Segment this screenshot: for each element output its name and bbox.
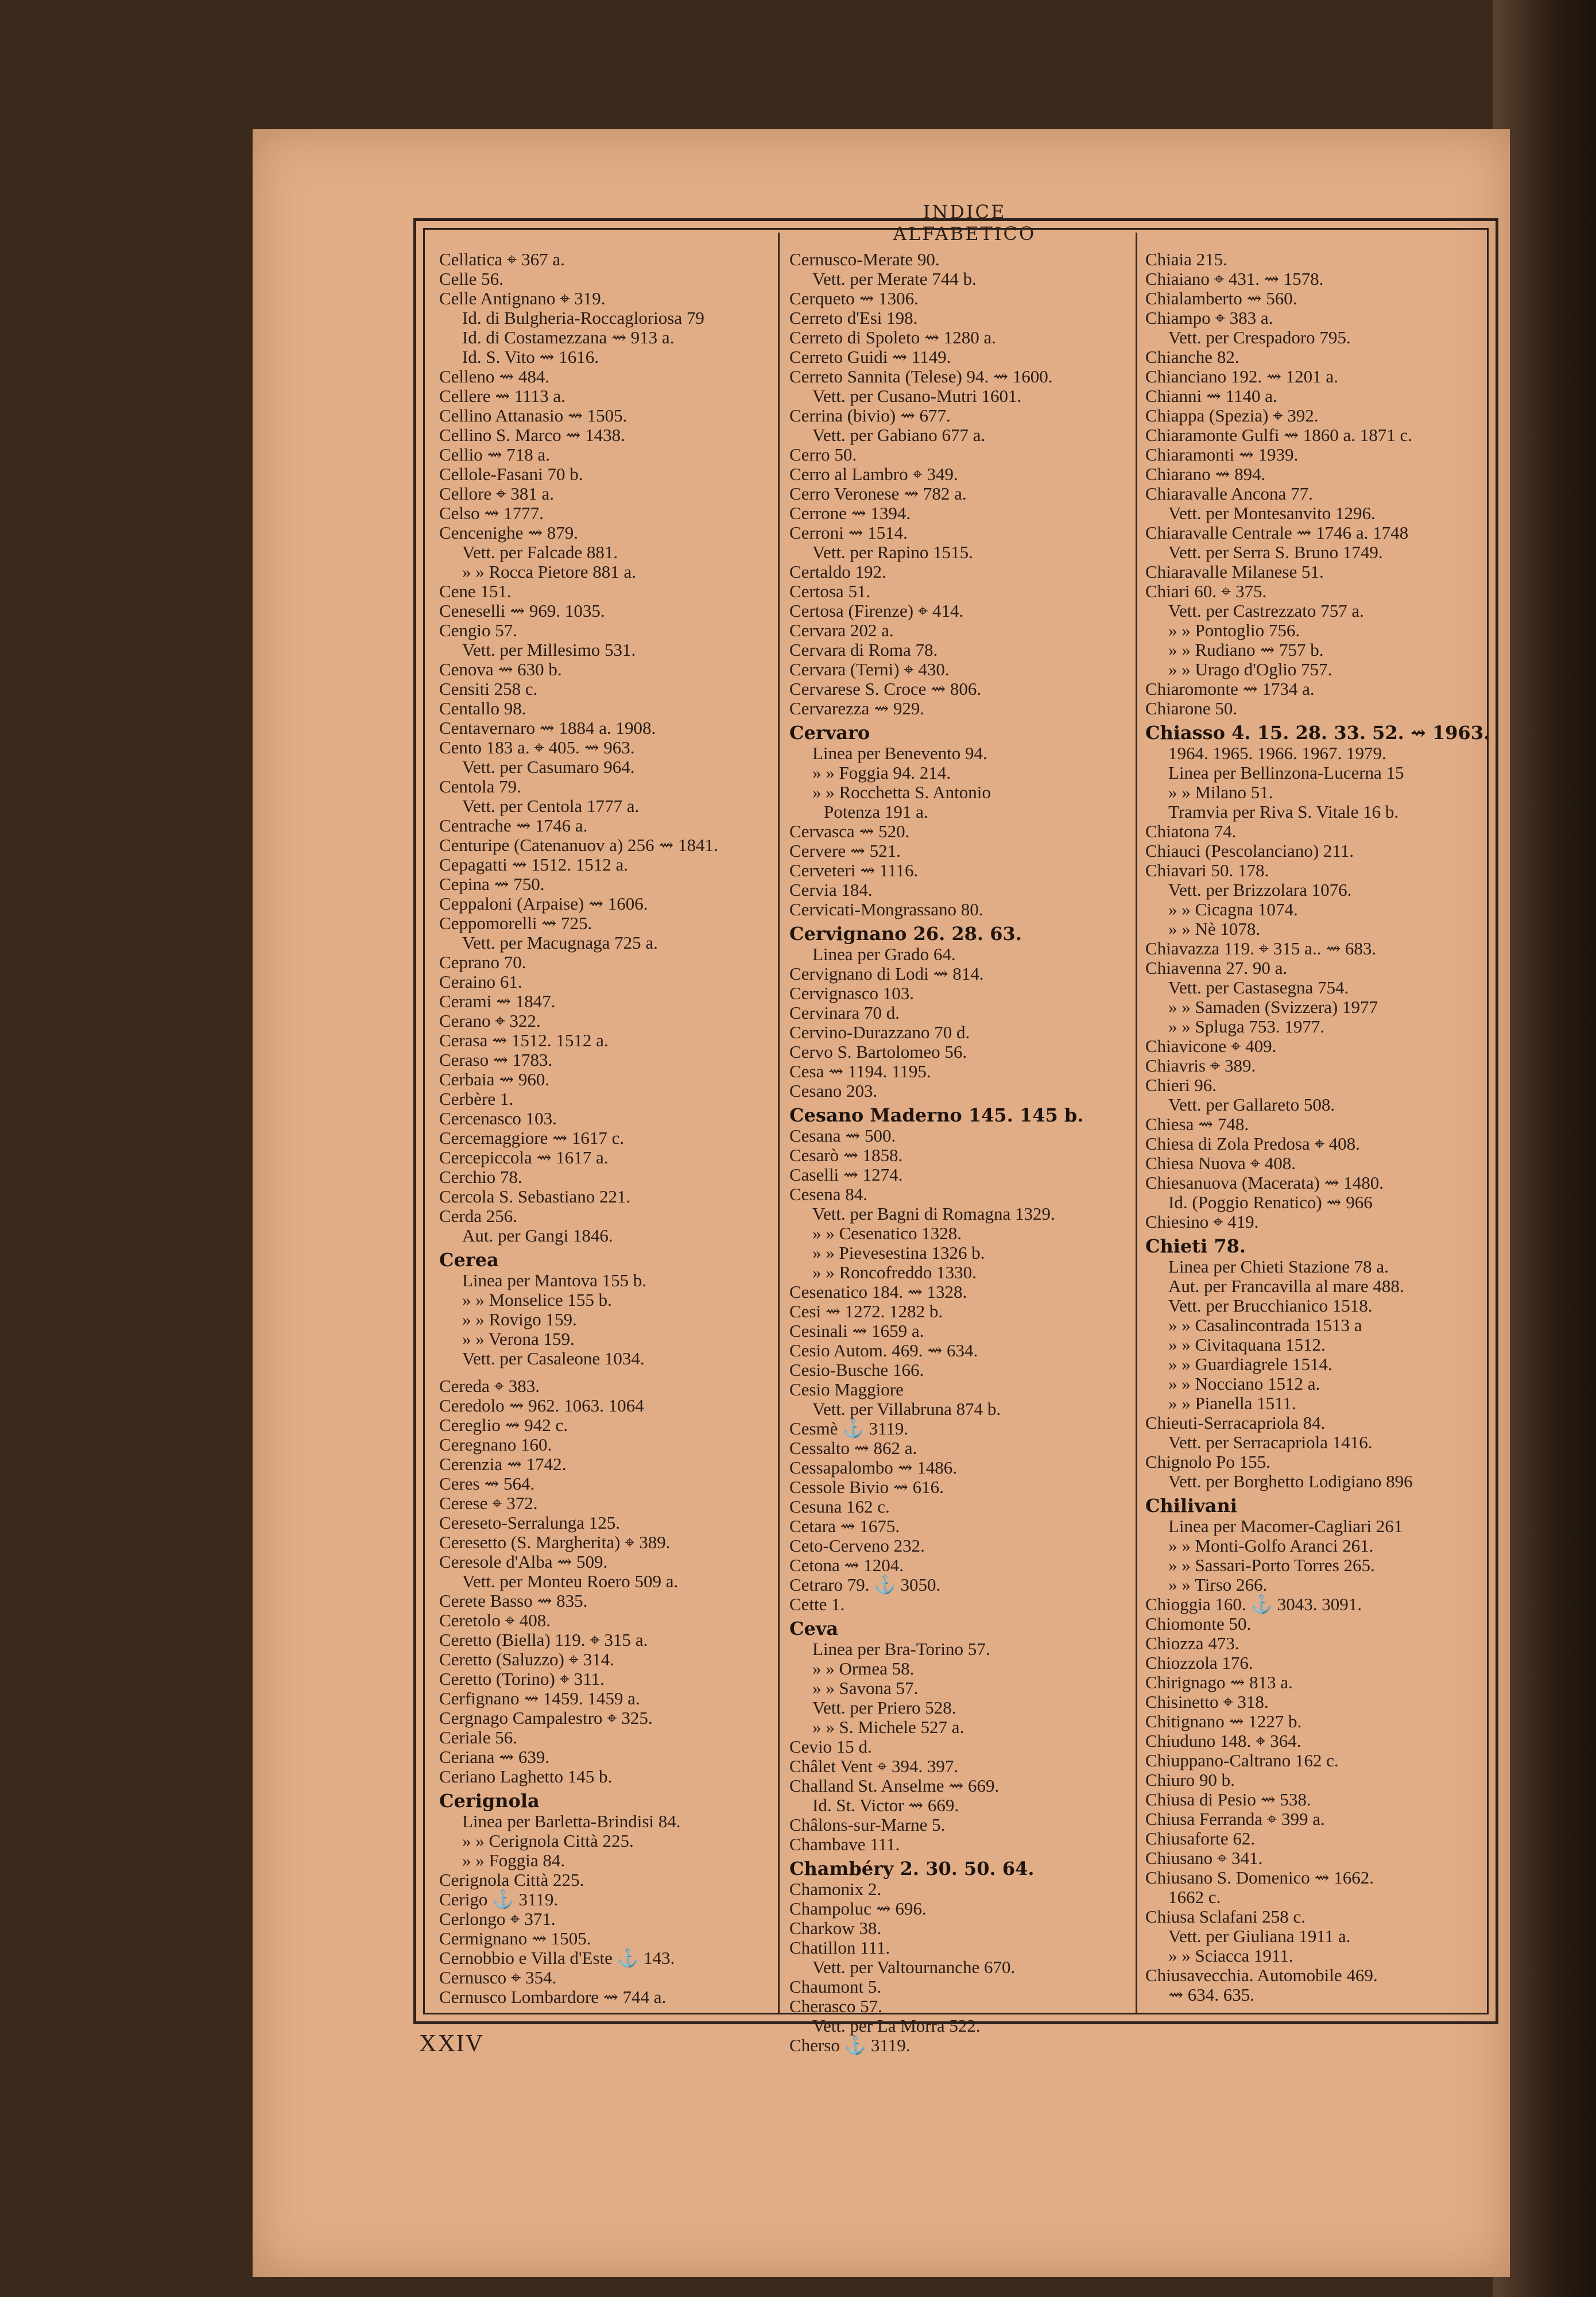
index-entry: Cervara di Roma 78. (789, 640, 938, 660)
index-entry: » » Foggia 84. (462, 1850, 565, 1870)
index-entry: Vett. per Bagni di Romagna 1329. (812, 1204, 1055, 1224)
index-entry: » » Savona 57. (812, 1678, 919, 1698)
index-entry: Cherso ⚓ 3119. (789, 2035, 911, 2055)
index-entry: Cervignano di Lodi ⇝ 814. (789, 964, 984, 984)
index-entry: Chiaromonte ⇝ 1734 a. (1145, 679, 1315, 699)
index-entry: Cerbaia ⇝ 960. (439, 1069, 550, 1089)
index-entry: Cercemaggiore ⇝ 1617 c. (439, 1128, 625, 1148)
index-entry: Chiozza 473. (1145, 1633, 1239, 1653)
index-entry: Cerfignano ⇝ 1459. 1459 a. (439, 1688, 640, 1708)
index-entry: Ceresetto (S. Margherita) ⌖ 389. (439, 1532, 671, 1552)
index-entry: Cerami ⇝ 1847. (439, 991, 556, 1011)
index-entry: Chiarone 50. (1145, 698, 1238, 718)
index-entry: Cellio ⇝ 718 a. (439, 444, 551, 465)
index-entry: Vett. per Serracapriola 1416. (1168, 1432, 1373, 1452)
index-entry: Cervo S. Bartolomeo 56. (789, 1042, 967, 1062)
index-entry: Cernusco ⌖ 354. (439, 1967, 557, 1987)
index-entry: Cesano 203. (789, 1081, 878, 1101)
page-header: INDICE ALFABETICO (893, 201, 1036, 245)
index-entry: Châlet Vent ⌖ 394. 397. (789, 1756, 959, 1776)
index-entry: Cesena 84. (789, 1184, 868, 1204)
index-entry: Chiozzola 176. (1145, 1653, 1253, 1673)
index-entry: Cerveteri ⇝ 1116. (789, 860, 919, 880)
index-entry: Id. St. Victor ⇝ 669. (812, 1795, 959, 1815)
index-entry: Charkow 38. (789, 1918, 882, 1938)
index-entry: Chianciano 192. ⇝ 1201 a. (1145, 366, 1338, 386)
index-entry: Chialamberto ⇝ 560. (1145, 288, 1297, 308)
index-entry: Ceraino 61. (439, 972, 522, 992)
spacer (439, 1368, 766, 1376)
index-entry: Cercepiccola ⇝ 1617 a. (439, 1147, 609, 1167)
index-entry: » » Tirso 266. (1168, 1575, 1268, 1595)
index-entry: Cesmè ⚓ 3119. (789, 1418, 909, 1438)
index-entry: Linea per Benevento 94. (812, 743, 987, 763)
index-entry: Cesio Maggiore (789, 1379, 904, 1399)
index-entry: Vett. per La Morra 522. (812, 2016, 981, 2036)
index-entry: Chieuti-Serracapriola 84. (1145, 1413, 1326, 1433)
index-entry: Cetara ⇝ 1675. (789, 1516, 900, 1536)
index-entry: Centavernaro ⇝ 1884 a. 1908. (439, 718, 656, 738)
index-entry: Cerroni ⇝ 1514. (789, 523, 908, 543)
index-entry: Chamonix 2. (789, 1879, 882, 1899)
index-entry: Linea per Bellinzona-Lucerna 15 (1168, 763, 1404, 783)
index-entry: » » Nè 1078. (1168, 919, 1261, 939)
index-entry: Chianni ⇝ 1140 a. (1145, 386, 1277, 406)
index-entry: Chiuro 90 b. (1145, 1770, 1235, 1790)
index-entry: Id. (Poggio Renatico) ⇝ 966 (1168, 1192, 1373, 1212)
index-entry: Ceraso ⇝ 1783. (439, 1050, 553, 1070)
index-entry: Chiuduno 148. ⌖ 364. (1145, 1731, 1301, 1751)
index-entry: Chiomonte 50. (1145, 1614, 1252, 1634)
index-entry: Cellole-Fasani 70 b. (439, 464, 583, 484)
index-column-2 (789, 249, 1134, 2055)
index-entry: Cellore ⌖ 381 a. (439, 484, 554, 504)
index-entry: Cesuna 162 c. (789, 1496, 890, 1517)
index-entry: Cermignano ⇝ 1505. (439, 1928, 591, 1948)
index-entry: Ceppaloni (Arpaise) ⇝ 1606. (439, 894, 648, 914)
index-entry: Chitignano ⇝ 1227 b. (1145, 1711, 1302, 1731)
index-entry: Chiaravalle Centrale ⇝ 1746 a. 1748 (1145, 523, 1409, 543)
index-entry: Potenza 191 a. (824, 802, 928, 822)
index-entry: Cervere ⇝ 521. (789, 841, 901, 861)
index-entry: Ceretto (Biella) 119. ⌖ 315 a. (439, 1630, 648, 1650)
index-entry: Cessole Bivio ⇝ 616. (789, 1477, 944, 1497)
index-entry: Vett. per Millesimo 531. (462, 640, 636, 660)
index-entry: Cette 1. (789, 1594, 845, 1614)
index-entry: Cervia 184. (789, 880, 873, 900)
column-divider-2 (1136, 233, 1137, 2013)
index-entry: Chiaravalle Ancona 77. (1145, 484, 1313, 504)
index-entry: Chiesino ⌖ 419. (1145, 1212, 1259, 1232)
index-entry: Ceto-Cerveno 232. (789, 1536, 925, 1556)
index-entry: Cherasco 57. (789, 1996, 882, 2016)
index-entry: Certosa 51. (789, 581, 871, 601)
index-entry: » » Cerignola Città 225. (462, 1831, 634, 1851)
index-entry: Chiesa di Zola Predosa ⌖ 408. (1145, 1134, 1360, 1154)
index-entry: Cesi ⇝ 1272. 1282 b. (789, 1301, 943, 1321)
index-entry: Cesarò ⇝ 1858. (789, 1145, 903, 1165)
index-entry: » » Pievesestina 1326 b. (812, 1243, 985, 1263)
index-entry: Cellatica ⌖ 367 a. (439, 249, 565, 269)
index-entry: Aut. per Gangi 1846. (462, 1225, 613, 1246)
index-entry: Cepina ⇝ 750. (439, 874, 545, 894)
index-entry: Aut. per Francavilla al mare 488. (1168, 1276, 1404, 1296)
index-entry: Cernobbio e Villa d'Este ⚓ 143. (439, 1948, 675, 1968)
index-entry: Linea per Mantova 155 b. (462, 1270, 647, 1290)
index-entry: » » Ormea 58. (812, 1658, 915, 1679)
index-entry: Cerrina (bivio) ⇝ 677. (789, 405, 951, 426)
index-entry: Chiuppano-Caltrano 162 c. (1145, 1750, 1339, 1770)
index-entry: Cerete Basso ⇝ 835. (439, 1591, 588, 1611)
index-entry: Chiavenna 27. 90 a. (1145, 958, 1288, 978)
index-entry: Vett. per Monteu Roero 509 a. (462, 1571, 679, 1591)
index-entry: Cessapalombo ⇝ 1486. (789, 1457, 958, 1478)
index-heading: Cesano Maderno 145. 145 b. (789, 1104, 1084, 1126)
index-entry: Cerese ⌖ 372. (439, 1493, 538, 1513)
index-entry: Ceresole d'Alba ⇝ 509. (439, 1552, 608, 1572)
index-heading: Ceva (789, 1618, 839, 1639)
index-entry: » » Verona 159. (462, 1329, 575, 1349)
index-heading: Chieti 78. (1145, 1235, 1246, 1257)
index-entry: Id. S. Vito ⇝ 1616. (462, 347, 599, 367)
index-entry: Cercola S. Sebastiano 221. (439, 1186, 631, 1206)
index-entry: Cereglio ⇝ 942 c. (439, 1415, 568, 1435)
index-entry: » » Urago d'Oglio 757. (1168, 659, 1332, 679)
index-entry: » » Milano 51. (1168, 782, 1273, 802)
index-entry: Cesenatico 184. ⇝ 1328. (789, 1282, 967, 1302)
index-entry: Celle 56. (439, 269, 503, 289)
index-entry: Centrache ⇝ 1746 a. (439, 815, 588, 836)
index-entry: Cellere ⇝ 1113 a. (439, 386, 565, 406)
index-entry: » » Rudiano ⇝ 757 b. (1168, 640, 1324, 660)
index-entry: Chignolo Po 155. (1145, 1452, 1270, 1472)
index-entry: Champoluc ⇝ 696. (789, 1898, 927, 1919)
index-entry: Chiavazza 119. ⌖ 315 a.. ⇝ 683. (1145, 938, 1377, 958)
index-entry: Vett. per Castasegna 754. (1168, 977, 1349, 997)
index-entry: Chiatona 74. (1145, 821, 1237, 841)
index-entry: Cerrone ⇝ 1394. (789, 503, 911, 523)
index-entry: Chiesanuova (Macerata) ⇝ 1480. (1145, 1173, 1384, 1193)
index-entry: Cerreto d'Esi 198. (789, 308, 918, 328)
index-entry: Chiesa Nuova ⌖ 408. (1145, 1153, 1296, 1173)
page-number: XXIV (419, 2031, 484, 2057)
index-entry: » » Monselice 155 b. (462, 1290, 612, 1310)
index-entry: » » Pontoglio 756. (1168, 620, 1300, 640)
index-entry: Cerreto Guidi ⇝ 1149. (789, 347, 951, 367)
index-entry: » » Cicagna 1074. (1168, 899, 1298, 919)
index-entry: Vett. per Macugnaga 725 a. (462, 933, 658, 953)
index-entry: Cerda 256. (439, 1206, 518, 1226)
index-entry: Ceregnano 160. (439, 1434, 552, 1455)
index-entry: Cerbère 1. (439, 1089, 514, 1109)
index-entry: Chiavris ⌖ 389. (1145, 1055, 1256, 1076)
index-entry: Chiarano ⇝ 894. (1145, 464, 1266, 484)
index-entry: Chiesa ⇝ 748. (1145, 1114, 1249, 1134)
index-entry: » » Cesenatico 1328. (812, 1223, 962, 1243)
index-entry: Cerlongo ⌖ 371. (439, 1909, 556, 1929)
index-entry: » » Nocciano 1512 a. (1168, 1374, 1320, 1394)
index-entry: Chianche 82. (1145, 347, 1239, 367)
index-entry: Chiusano ⌖ 341. (1145, 1848, 1263, 1868)
index-entry: » » Spluga 753. 1977. (1168, 1016, 1325, 1037)
index-entry: Cesio-Busche 166. (789, 1360, 924, 1380)
index-entry: Vett. per Crespadoro 795. (1168, 327, 1351, 347)
index-column-1 (439, 250, 766, 2013)
index-entry: » » Roncofreddo 1330. (812, 1262, 977, 1282)
index-entry: Linea per Grado 64. (812, 944, 956, 964)
index-entry: » » Rovigo 159. (462, 1309, 577, 1329)
index-entry: Ceretto (Saluzzo) ⌖ 314. (439, 1649, 614, 1669)
index-entry: » » Civitaquana 1512. (1168, 1335, 1326, 1355)
index-entry: » » Rocca Pietore 881 a. (462, 562, 637, 582)
index-entry: Ceneselli ⇝ 969. 1035. (439, 601, 605, 621)
index-entry: » » Sassari-Porto Torres 265. (1168, 1555, 1375, 1575)
index-entry: Vett. per Gallareto 508. (1168, 1095, 1335, 1115)
index-entry: Vett. per Casaleone 1034. (462, 1348, 645, 1368)
index-entry: Cengio 57. (439, 620, 518, 640)
index-entry: Vett. per Villabruna 874 b. (812, 1399, 1001, 1419)
index-entry: Cetraro 79. ⚓ 3050. (789, 1575, 941, 1595)
index-entry: Chiaia 215. (1145, 249, 1227, 269)
index-entry: Linea per Bra-Torino 57. (812, 1639, 990, 1659)
index-entry: Chiusaforte 62. (1145, 1828, 1256, 1849)
index-entry: Chiusa di Pesio ⇝ 538. (1145, 1789, 1311, 1809)
index-entry: Vett. per Borghetto Lodigiano 896 (1168, 1471, 1413, 1491)
index-entry: 1964. 1965. 1966. 1967. 1979. (1168, 743, 1386, 763)
index-entry: Ceredolo ⇝ 962. 1063. 1064 (439, 1395, 644, 1416)
index-entry: » » S. Michele 527 a. (812, 1717, 964, 1737)
index-entry: Cerreto Sannita (Telese) 94. ⇝ 1600. (789, 366, 1053, 386)
index-entry: » » Guardiagrele 1514. (1168, 1354, 1332, 1374)
index-entry: Cervinara 70 d. (789, 1003, 900, 1023)
index-entry: Challand St. Anselme ⇝ 669. (789, 1776, 1000, 1796)
index-entry: Celleno ⇝ 484. (439, 366, 550, 386)
index-entry: Cene 151. (439, 581, 512, 601)
index-entry: Cerro Veronese ⇝ 782 a. (789, 484, 967, 504)
index-entry: Vett. per Giuliana 1911 a. (1168, 1926, 1351, 1946)
index-entry: Cellino S. Marco ⇝ 1438. (439, 425, 625, 445)
index-entry: Chiaiano ⌖ 431. ⇝ 1578. (1145, 269, 1324, 289)
index-entry: Cervino-Durazzano 70 d. (789, 1022, 970, 1042)
index-entry: Cervarese S. Croce ⇝ 806. (789, 679, 982, 699)
index-entry: Cerignola Città 225. (439, 1870, 584, 1890)
index-entry: Cervarezza ⇝ 929. (789, 698, 925, 718)
index-entry: Cervasca ⇝ 520. (789, 821, 910, 841)
index-entry: Cernusco Lombardore ⇝ 744 a. (439, 1987, 667, 2007)
index-entry: » » Casalincontrada 1513 a (1168, 1315, 1362, 1335)
index-entry: Linea per Macomer-Cagliari 261 (1168, 1516, 1403, 1536)
index-entry: Linea per Chieti Stazione 78 a. (1168, 1256, 1389, 1277)
index-entry: Ceriale 56. (439, 1727, 518, 1747)
index-entry: Cerenzia ⇝ 1742. (439, 1454, 567, 1474)
index-heading: Cervignano 26. 28. 63. (789, 923, 1022, 945)
index-entry: Cervara (Terni) ⌖ 430. (789, 659, 950, 679)
index-entry: Cenova ⇝ 630 b. (439, 659, 562, 679)
index-entry: Cerreto di Spoleto ⇝ 1280 a. (789, 327, 997, 347)
index-entry: Chiusa Sclafani 258 c. (1145, 1907, 1306, 1927)
index-entry: Cerchio 78. (439, 1167, 522, 1187)
index-entry: Ceriano Laghetto 145 b. (439, 1766, 613, 1786)
index-entry: Centuripe (Catenanuov a) 256 ⇝ 1841. (439, 835, 718, 855)
index-entry: Chiusavecchia. Automobile 469. (1145, 1965, 1378, 1985)
index-entry: Cernusco-Merate 90. (789, 249, 940, 269)
index-entry: Cereda ⌖ 383. (439, 1376, 540, 1396)
index-heading: Chilivani (1145, 1495, 1237, 1517)
index-entry: Censiti 258 c. (439, 679, 538, 699)
index-entry: Cellino Attanasio ⇝ 1505. (439, 405, 627, 426)
index-entry: Celso ⇝ 1777. (439, 503, 544, 523)
index-entry: Linea per Barletta-Brindisi 84. (462, 1811, 681, 1831)
index-heading: Chiasso 4. 15. 28. 33. 52. ⇝ 1963. (1145, 722, 1490, 744)
index-entry: Certosa (Firenze) ⌖ 414. (789, 601, 964, 621)
index-entry: ⇝ 634. 635. (1168, 1985, 1254, 2005)
index-entry: Chirignago ⇝ 813 a. (1145, 1672, 1293, 1692)
index-entry: » » Rocchetta S. Antonio (812, 782, 991, 802)
index-entry: Celle Antignano ⌖ 319. (439, 288, 606, 308)
index-entry: Vett. per Gabiano 677 a. (812, 425, 986, 445)
index-entry: Cepagatti ⇝ 1512. 1512 a. (439, 854, 629, 875)
index-heading: Chambéry 2. 30. 50. 64. (789, 1858, 1035, 1880)
index-entry: Cercenasco 103. (439, 1108, 557, 1128)
index-entry: Vett. per Casumaro 964. (462, 757, 635, 777)
index-entry: Vett. per Merate 744 b. (812, 269, 977, 289)
index-entry: Certaldo 192. (789, 562, 886, 582)
index-entry: Chiari 60. ⌖ 375. (1145, 581, 1267, 601)
index-entry: Chiavari 50. 178. (1145, 860, 1269, 880)
index-entry: Cervicati-Mongrassano 80. (789, 899, 983, 919)
index-entry: Chiappa (Spezia) ⌖ 392. (1145, 405, 1319, 426)
index-entry: Cesana ⇝ 500. (789, 1126, 896, 1146)
index-entry: Vett. per Serra S. Bruno 1749. (1168, 542, 1383, 562)
index-entry: Vett. per Castrezzato 757 a. (1168, 601, 1364, 621)
index-entry: » » Pianella 1511. (1168, 1393, 1296, 1413)
index-entry: Caselli ⇝ 1274. (789, 1165, 903, 1185)
index-entry: Cento 183 a. ⌖ 405. ⇝ 963. (439, 737, 635, 757)
index-entry: Cerqueto ⇝ 1306. (789, 288, 919, 308)
index-entry: 1662 c. (1168, 1887, 1221, 1907)
index-entry: Chatillon 111. (789, 1938, 890, 1958)
index-entry: » » Monti-Golfo Aranci 261. (1168, 1536, 1374, 1556)
index-entry: Chambave 111. (789, 1834, 900, 1854)
index-entry: Cesa ⇝ 1194. 1195. (789, 1061, 931, 1081)
index-entry: Cetona ⇝ 1204. (789, 1555, 904, 1575)
index-entry: Centola 79. (439, 776, 521, 796)
index-entry: Ceres ⇝ 564. (439, 1474, 535, 1494)
index-entry: Cergnago Campalestro ⌖ 325. (439, 1708, 653, 1728)
index-entry: Chiaravalle Milanese 51. (1145, 562, 1324, 582)
index-entry: Cereseto-Serralunga 125. (439, 1513, 621, 1533)
index-entry: Cerasa ⇝ 1512. 1512 a. (439, 1030, 609, 1050)
index-column-3 (1145, 250, 1490, 2013)
index-entry: Vett. per Centola 1777 a. (462, 796, 640, 816)
column-divider-1 (778, 233, 780, 2013)
index-entry: Chiusano S. Domenico ⇝ 1662. (1145, 1867, 1374, 1888)
index-entry: Chiaramonti ⇝ 1939. (1145, 444, 1299, 465)
index-entry: Vett. per Brizzolara 1076. (1168, 880, 1352, 900)
index-heading: Cerignola (439, 1790, 540, 1812)
index-entry: Vett. per Cusano-Mutri 1601. (812, 386, 1022, 406)
index-entry: Chiauci (Pescolanciano) 211. (1145, 841, 1354, 861)
index-entry: Id. di Costamezzana ⇝ 913 a. (462, 327, 675, 347)
index-entry: Cervignasco 103. (789, 983, 914, 1003)
index-entry: Cesio Autom. 469. ⇝ 634. (789, 1340, 978, 1360)
index-entry: Cerro 50. (789, 444, 857, 465)
index-entry: Ceretto (Torino) ⌖ 311. (439, 1669, 605, 1689)
index-entry: Ceprano 70. (439, 952, 526, 972)
index-entry: Chiampo ⌖ 383 a. (1145, 308, 1273, 328)
index-entry: Ceretolo ⌖ 408. (439, 1610, 551, 1630)
index-entry: Cerano ⌖ 322. (439, 1011, 541, 1031)
index-entry: Vett. per Valtournanche 670. (812, 1957, 1016, 1977)
index-entry: Cessalto ⇝ 862 a. (789, 1438, 917, 1458)
index-entry: Châlons-sur-Marne 5. (789, 1815, 946, 1835)
index-entry: Cervara 202 a. (789, 620, 894, 640)
index-entry: Vett. per Falcade 881. (462, 542, 618, 562)
index-heading: Cervaro (789, 722, 870, 744)
index-entry: Chieri 96. (1145, 1075, 1217, 1095)
index-entry: Ceppomorelli ⇝ 725. (439, 913, 592, 933)
index-entry: » » Samaden (Svizzera) 1977 (1168, 997, 1378, 1017)
index-entry: Vett. per Brucchianico 1518. (1168, 1296, 1373, 1316)
index-entry: Chiavicone ⌖ 409. (1145, 1036, 1277, 1056)
index-entry: Chiaramonte Gulfi ⇝ 1860 a. 1871 c. (1145, 425, 1413, 445)
index-entry: Tramvia per Riva S. Vitale 16 b. (1168, 802, 1399, 822)
index-entry: Chisinetto ⌖ 318. (1145, 1692, 1269, 1712)
index-entry: Ceriana ⇝ 639. (439, 1747, 550, 1767)
index-entry: Cerro al Lambro ⌖ 349. (789, 464, 958, 484)
index-entry: Chioggia 160. ⚓ 3043. 3091. (1145, 1594, 1362, 1614)
index-entry: Chiusa Ferranda ⌖ 399 a. (1145, 1809, 1325, 1829)
index-entry: » » Foggia 94. 214. (812, 763, 951, 783)
index-entry: Cevio 15 d. (789, 1737, 872, 1757)
index-entry: Vett. per Rapino 1515. (812, 542, 973, 562)
index-entry: » » Sciacca 1911. (1168, 1946, 1293, 1966)
index-heading: Cerea (439, 1249, 499, 1271)
index-entry: Vett. per Priero 528. (812, 1697, 956, 1718)
index-entry: Centallo 98. (439, 698, 526, 718)
index-entry: Cencenighe ⇝ 879. (439, 523, 579, 543)
index-entry: Cerigo ⚓ 3119. (439, 1889, 559, 1909)
index-entry: Cesinali ⇝ 1659 a. (789, 1321, 924, 1341)
index-entry: Id. di Bulgheria-Roccagloriosa 79 (462, 308, 704, 328)
index-entry: Vett. per Montesanvito 1296. (1168, 503, 1376, 523)
index-entry: Chaumont 5. (789, 1977, 882, 1997)
